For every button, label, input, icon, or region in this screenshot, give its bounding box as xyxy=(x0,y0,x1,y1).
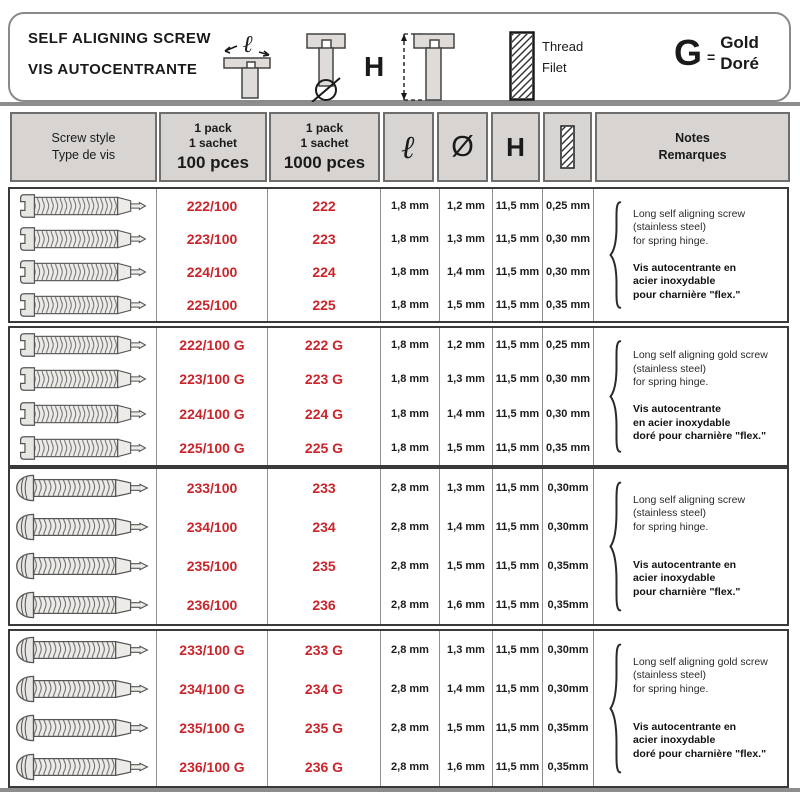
ref-1000-pack: 223 xyxy=(268,222,381,255)
header-pack-1000 xyxy=(269,112,380,182)
diameter-value: 1,5 mm xyxy=(440,431,493,465)
thread-value: 0,30 mm xyxy=(543,397,594,431)
length-value: 1,8 mm xyxy=(381,222,440,255)
brace-icon xyxy=(609,339,624,454)
header-pack-100 xyxy=(159,112,267,182)
note-line: for spring hinge. xyxy=(633,376,709,389)
ref-1000-pack: 225 xyxy=(268,288,381,321)
screw-illustration xyxy=(10,631,157,670)
equals-sign: = xyxy=(707,49,716,66)
screw-illustration xyxy=(10,431,157,465)
ref-100-pack: 224/100 xyxy=(157,255,268,288)
note-line: acier inoxydable xyxy=(633,275,716,288)
ref-1000-pack: 222 G xyxy=(268,328,381,362)
gold-legend xyxy=(674,32,759,75)
thread-value: 0,30 mm xyxy=(543,255,594,288)
height-value: 11,5 mm xyxy=(493,328,543,362)
ref-1000-pack: 234 G xyxy=(268,670,381,709)
height-diagram-icon xyxy=(362,28,462,106)
screw-illustration xyxy=(10,328,157,362)
brace-icon xyxy=(609,642,624,775)
brace-icon xyxy=(609,200,624,310)
ref-1000-pack: 222 xyxy=(268,189,381,222)
ref-1000-pack: 225 G xyxy=(268,431,381,465)
section-steel-dome xyxy=(8,467,789,626)
height-value: 11,5 mm xyxy=(493,670,543,709)
screw-illustration xyxy=(10,362,157,396)
note-line: for spring hinge. xyxy=(633,234,709,247)
thread-icon xyxy=(509,31,535,101)
diameter-value: 1,5 mm xyxy=(440,288,493,321)
notes-block xyxy=(596,631,784,786)
length-value: 1,8 mm xyxy=(381,328,440,362)
legend-box xyxy=(8,12,791,102)
height-symbol: H xyxy=(506,131,525,162)
notes-block xyxy=(596,328,784,465)
ref-100-pack: 236/100 xyxy=(157,585,268,624)
length-value: 2,8 mm xyxy=(381,547,440,586)
svg-text:H: H xyxy=(364,51,385,82)
note-line: Long self aligning screw xyxy=(633,207,746,220)
thread-value: 0,35 mm xyxy=(543,431,594,465)
length-symbol: ℓ xyxy=(401,128,416,166)
length-diagram-icon xyxy=(213,30,291,102)
thread-label-fr: Filet xyxy=(542,59,567,75)
header-height-symbol xyxy=(491,112,540,182)
ref-100-pack: 235/100 xyxy=(157,547,268,586)
diameter-value: 1,6 mm xyxy=(440,585,493,624)
height-value: 11,5 mm xyxy=(493,362,543,396)
svg-text:ℓ: ℓ xyxy=(243,30,254,58)
note-line: Long self aligning screw xyxy=(633,493,746,506)
length-value: 2,8 mm xyxy=(381,631,440,670)
thread-column-icon xyxy=(560,125,575,169)
bottom-divider xyxy=(0,788,800,792)
length-value: 2,8 mm xyxy=(381,585,440,624)
thread-value: 0,35mm xyxy=(543,709,594,748)
height-value: 11,5 mm xyxy=(493,585,543,624)
gold-label-fr: Doré xyxy=(720,54,759,74)
header-thread-symbol xyxy=(543,112,592,182)
ref-100-pack: 223/100 xyxy=(157,222,268,255)
length-value: 1,8 mm xyxy=(381,431,440,465)
length-value: 2,8 mm xyxy=(381,508,440,547)
pack100-line2: 1 sachet xyxy=(188,136,238,150)
diameter-symbol: Ø xyxy=(451,130,474,163)
pack1000-line1: 1 pack xyxy=(305,121,344,135)
note-line: Vis autocentrante en xyxy=(633,261,737,274)
diameter-value: 1,3 mm xyxy=(440,222,493,255)
length-value: 2,8 mm xyxy=(381,670,440,709)
header-notes-en: Notes xyxy=(675,130,710,145)
ref-1000-pack: 223 G xyxy=(268,362,381,396)
note-line: Vis autocentrante en xyxy=(633,558,737,571)
note-line: Long self aligning gold screw xyxy=(633,655,768,668)
thread-value: 0,30mm xyxy=(543,631,594,670)
screw-illustration xyxy=(10,547,157,586)
length-value: 1,8 mm xyxy=(381,288,440,321)
top-divider xyxy=(0,102,800,106)
gold-symbol: G xyxy=(674,32,703,74)
notes-block xyxy=(596,189,784,321)
note-line: (stainless steel) xyxy=(633,669,706,682)
thread-value: 0,35 mm xyxy=(543,288,594,321)
height-value: 11,5 mm xyxy=(493,469,543,508)
brace-icon xyxy=(609,480,624,613)
height-value: 11,5 mm xyxy=(493,189,543,222)
note-line: (stainless steel) xyxy=(633,362,706,375)
diameter-value: 1,3 mm xyxy=(440,362,493,396)
height-value: 11,5 mm xyxy=(493,709,543,748)
ref-1000-pack: 236 xyxy=(268,585,381,624)
height-value: 11,5 mm xyxy=(493,288,543,321)
height-value: 11,5 mm xyxy=(493,397,543,431)
thread-value: 0,30mm xyxy=(543,469,594,508)
diameter-value: 1,5 mm xyxy=(440,709,493,748)
ref-100-pack: 222/100 G xyxy=(157,328,268,362)
length-value: 2,8 mm xyxy=(381,469,440,508)
diameter-value: 1,4 mm xyxy=(440,670,493,709)
thread-value: 0,30mm xyxy=(543,508,594,547)
ref-100-pack: 225/100 G xyxy=(157,431,268,465)
thread-value: 0,30 mm xyxy=(543,362,594,396)
gold-words xyxy=(720,32,759,75)
length-value: 2,8 mm xyxy=(381,747,440,786)
ref-1000-pack: 233 G xyxy=(268,631,381,670)
screw-illustration xyxy=(10,222,157,255)
header-diameter-symbol xyxy=(437,112,488,182)
screw-illustration xyxy=(10,508,157,547)
screw-illustration xyxy=(10,670,157,709)
diameter-value: 1,5 mm xyxy=(440,547,493,586)
ref-1000-pack: 234 xyxy=(268,508,381,547)
height-value: 11,5 mm xyxy=(493,631,543,670)
thread-value: 0,30mm xyxy=(543,670,594,709)
ref-100-pack: 224/100 G xyxy=(157,397,268,431)
note-line: doré pour charnière "flex." xyxy=(633,747,767,760)
header-length-symbol xyxy=(383,112,434,182)
note-line: pour charnière "flex." xyxy=(633,585,741,598)
diameter-diagram-icon xyxy=(298,28,354,106)
length-value: 1,8 mm xyxy=(381,189,440,222)
thread-label-en: Thread xyxy=(542,39,584,54)
pack1000-line2: 1 sachet xyxy=(300,136,349,150)
page-title-fr: VIS AUTOCENTRANTE xyxy=(28,61,198,78)
gold-label-en: Gold xyxy=(720,33,759,52)
ref-100-pack: 223/100 G xyxy=(157,362,268,396)
height-value: 11,5 mm xyxy=(493,508,543,547)
ref-100-pack: 233/100 G xyxy=(157,631,268,670)
note-line: Long self aligning gold screw xyxy=(633,349,768,362)
diameter-value: 1,4 mm xyxy=(440,508,493,547)
ref-1000-pack: 235 G xyxy=(268,709,381,748)
thread-value: 0,30 mm xyxy=(543,222,594,255)
screw-illustration xyxy=(10,255,157,288)
note-line: for spring hinge. xyxy=(633,520,709,533)
note-line: Vis autocentrante xyxy=(633,403,721,415)
note-line: pour charnière "flex." xyxy=(633,288,741,301)
page-title-en: SELF ALIGNING SCREW xyxy=(28,30,211,47)
ref-100-pack: 234/100 xyxy=(157,508,268,547)
thread-value: 0,25 mm xyxy=(543,328,594,362)
screw-illustration xyxy=(10,288,157,321)
ref-1000-pack: 224 G xyxy=(268,397,381,431)
header-screw-style xyxy=(10,112,157,182)
note-line: acier inoxydable xyxy=(633,734,716,747)
section-gold-dome xyxy=(8,629,789,788)
ref-1000-pack: 233 xyxy=(268,469,381,508)
note-line: doré pour charnière "flex." xyxy=(633,430,767,443)
ref-1000-pack: 224 xyxy=(268,255,381,288)
length-value: 1,8 mm xyxy=(381,255,440,288)
height-value: 11,5 mm xyxy=(493,255,543,288)
ref-1000-pack: 235 xyxy=(268,547,381,586)
length-value: 1,8 mm xyxy=(381,362,440,396)
diameter-value: 1,6 mm xyxy=(440,747,493,786)
screw-illustration xyxy=(10,469,157,508)
ref-1000-pack: 236 G xyxy=(268,747,381,786)
height-value: 11,5 mm xyxy=(493,747,543,786)
pack1000-line3: 1000 pces xyxy=(283,153,366,172)
page-title xyxy=(28,31,211,77)
header-notes xyxy=(595,112,790,182)
header-notes-fr: Remarques xyxy=(658,148,727,162)
diameter-value: 1,2 mm xyxy=(440,189,493,222)
thread-value: 0,25 mm xyxy=(543,189,594,222)
notes-block xyxy=(596,469,784,624)
section-steel-flat xyxy=(8,187,789,323)
thread-legend-label xyxy=(542,37,583,79)
thread-value: 0,35mm xyxy=(543,547,594,586)
note-line: en acier inoxydable xyxy=(633,416,731,429)
length-value: 2,8 mm xyxy=(381,709,440,748)
note-line: acier inoxydable xyxy=(633,572,716,585)
header-screw-style-en: Screw style xyxy=(51,131,116,146)
height-value: 11,5 mm xyxy=(493,431,543,465)
ref-100-pack: 222/100 xyxy=(157,189,268,222)
ref-100-pack: 236/100 G xyxy=(157,747,268,786)
note-line: (stainless steel) xyxy=(633,221,706,234)
diameter-value: 1,4 mm xyxy=(440,397,493,431)
thread-value: 0,35mm xyxy=(543,747,594,786)
diameter-value: 1,3 mm xyxy=(440,469,493,508)
header-screw-style-fr: Type de vis xyxy=(51,148,116,162)
screw-illustration xyxy=(10,189,157,222)
pack100-line3: 100 pces xyxy=(177,153,249,172)
note-line: for spring hinge. xyxy=(633,682,709,695)
screw-illustration xyxy=(10,747,157,786)
section-gold-flat xyxy=(8,326,789,467)
note-line: (stainless steel) xyxy=(633,507,706,520)
diameter-value: 1,2 mm xyxy=(440,328,493,362)
height-value: 11,5 mm xyxy=(493,222,543,255)
ref-100-pack: 233/100 xyxy=(157,469,268,508)
diameter-value: 1,3 mm xyxy=(440,631,493,670)
diameter-value: 1,4 mm xyxy=(440,255,493,288)
note-line: Vis autocentrante en xyxy=(633,720,737,733)
screw-illustration xyxy=(10,585,157,624)
screw-illustration xyxy=(10,397,157,431)
ref-100-pack: 235/100 G xyxy=(157,709,268,748)
thread-value: 0,35mm xyxy=(543,585,594,624)
ref-100-pack: 234/100 G xyxy=(157,670,268,709)
ref-100-pack: 225/100 xyxy=(157,288,268,321)
length-value: 1,8 mm xyxy=(381,397,440,431)
height-value: 11,5 mm xyxy=(493,547,543,586)
pack100-line1: 1 pack xyxy=(194,121,232,135)
screw-illustration xyxy=(10,709,157,748)
